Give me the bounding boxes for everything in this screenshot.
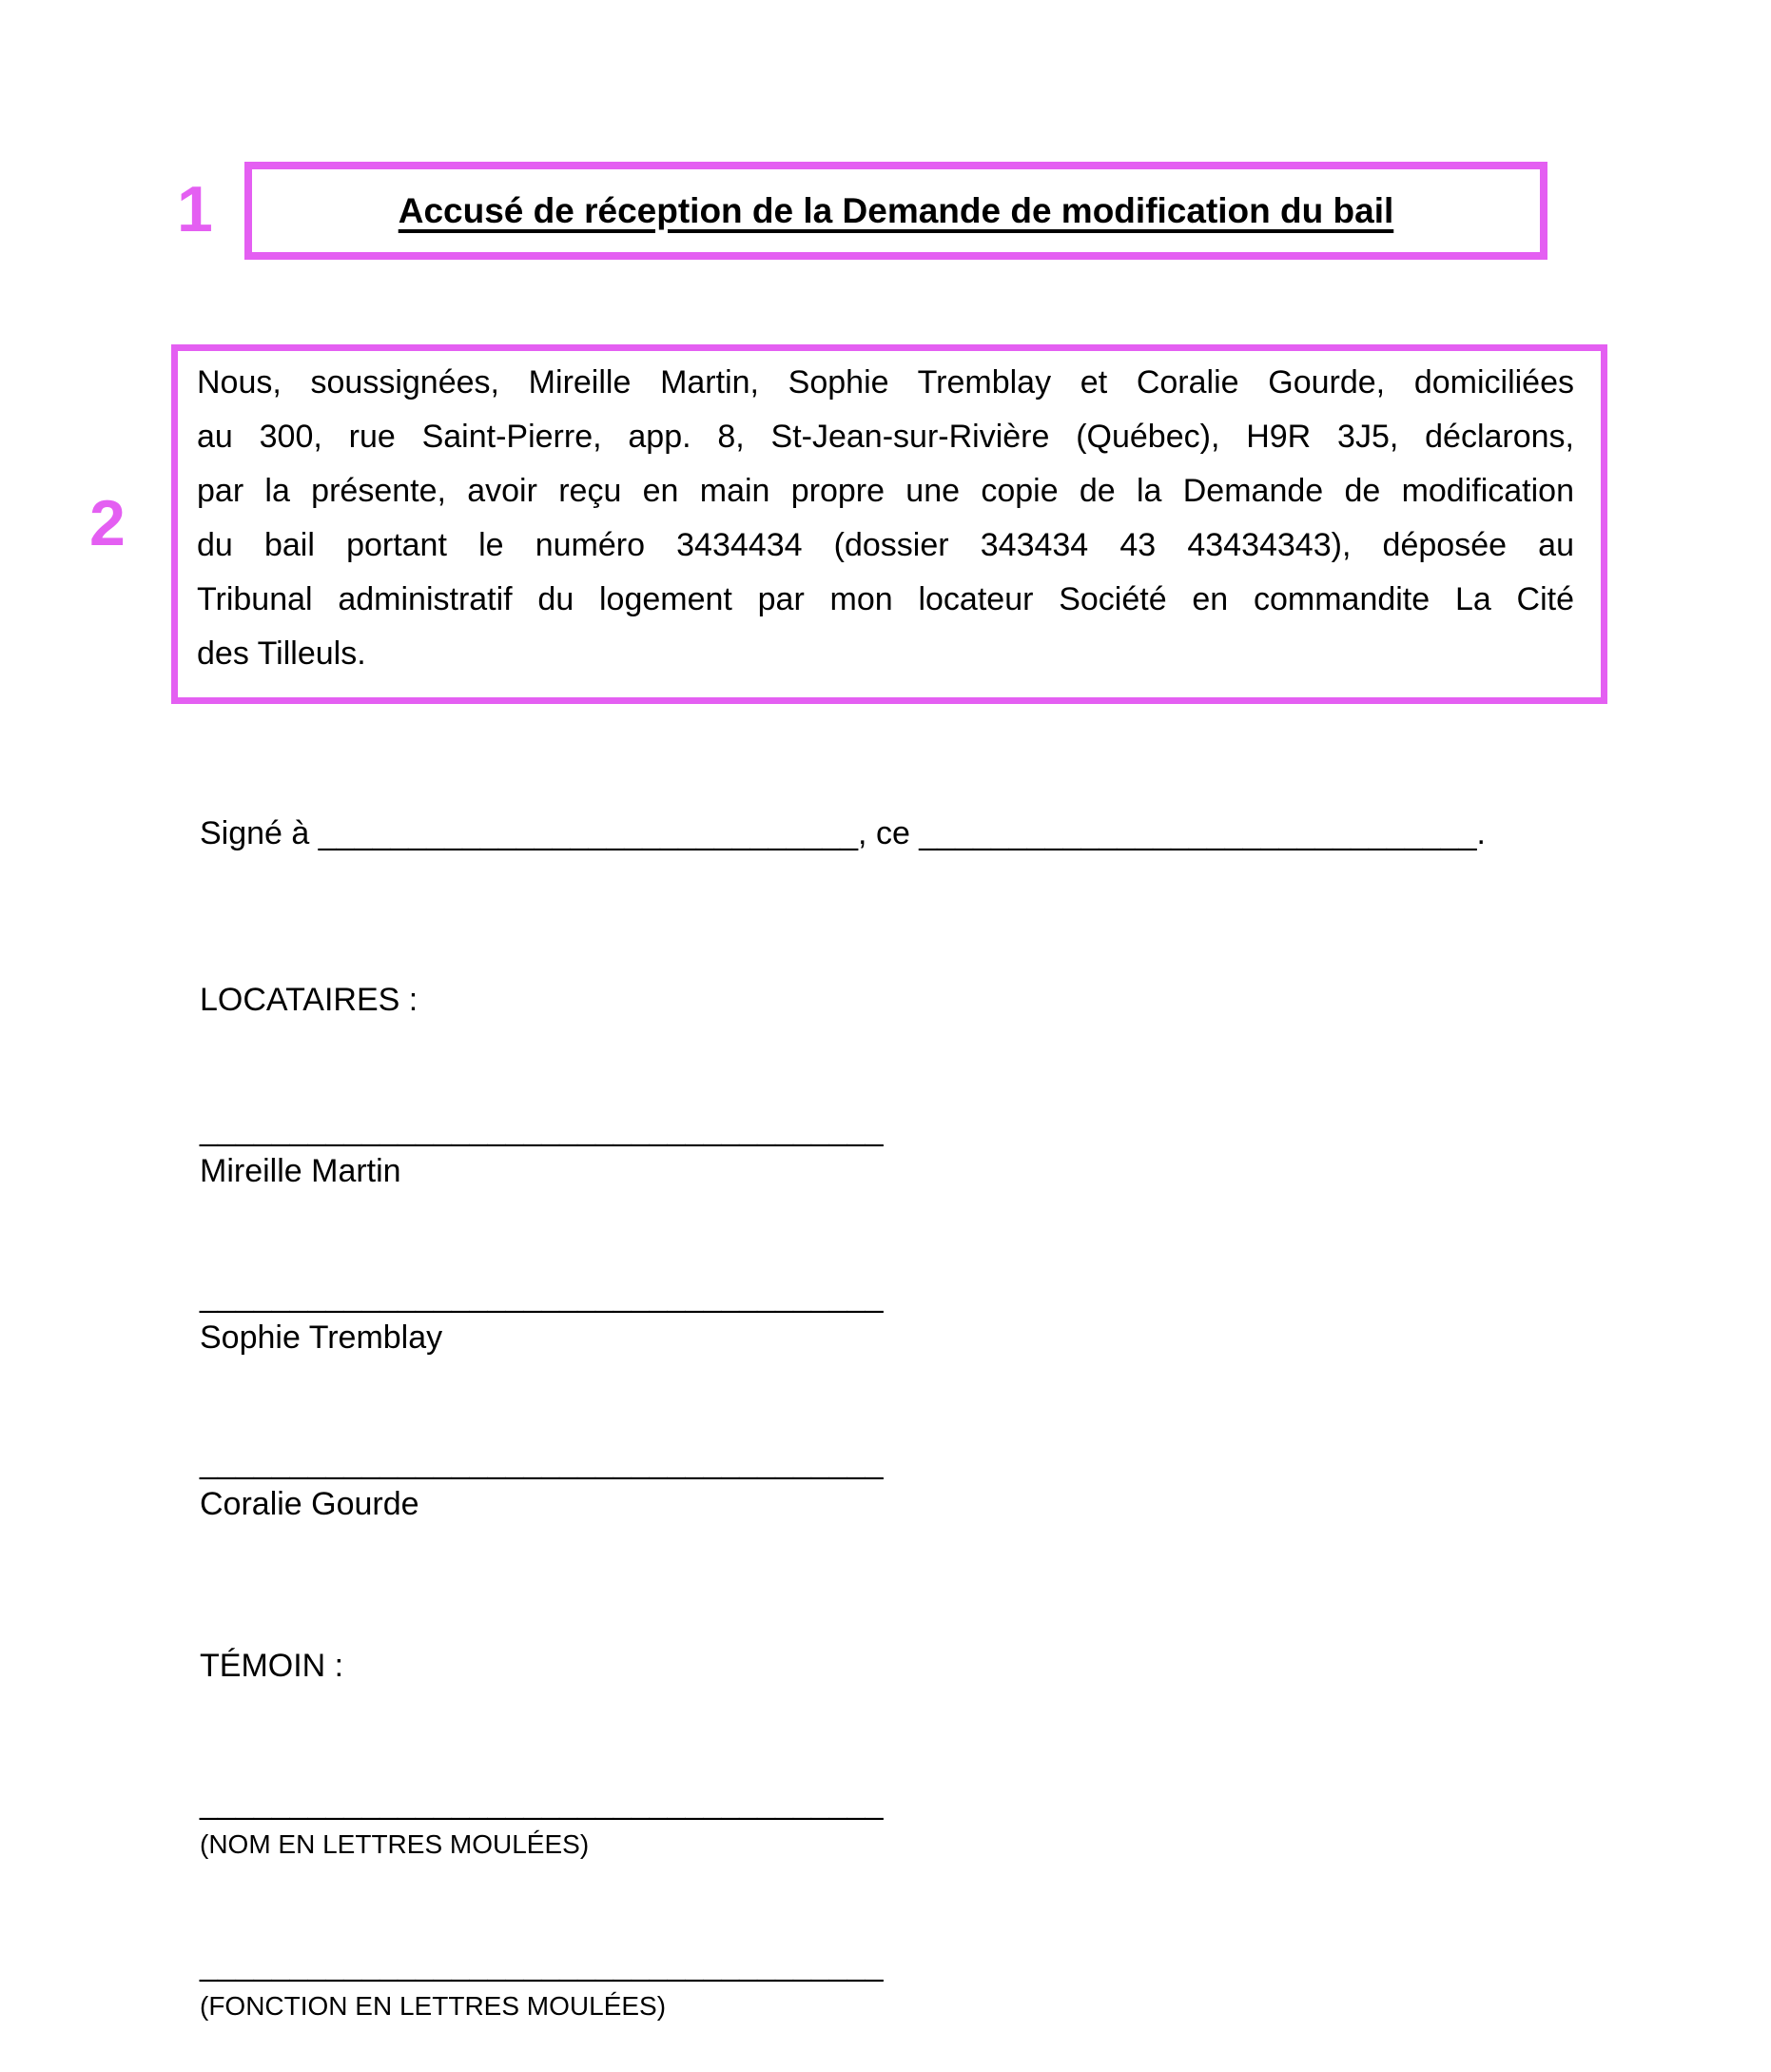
- tenant-signature-block: [200, 1108, 884, 1190]
- declaration-line: des Tilleuls.: [197, 635, 366, 672]
- title-field-box[interactable]: [244, 162, 1547, 260]
- witness-function-block: [200, 1944, 884, 2023]
- sentence-period: .: [1476, 815, 1486, 851]
- declaration-line: par la présente, avoir reçu en main propre une copie de la Demande de modification: [197, 473, 1574, 509]
- annotation-marker-1: 1: [177, 173, 213, 245]
- witness-function-label: (FONCTION EN LETTRES MOULÉES): [200, 1991, 667, 2021]
- place-blank: ______________________________: [318, 815, 859, 851]
- annotation-marker-2: 2: [89, 487, 126, 559]
- witness-function-line: ______________________________________: [200, 1946, 884, 1983]
- declaration-line: du bail portant le numéro 3434434 (dossier 343434 43 43434343), déposée au: [197, 527, 1574, 563]
- page-title: Accusé de réception de la Demande de modification du bail: [398, 190, 1394, 230]
- tenants-heading: LOCATAIRES :: [200, 982, 418, 1018]
- tenant-signature-block: [200, 1441, 884, 1523]
- tenant-name: Sophie Tremblay: [200, 1319, 443, 1356]
- tenant-signature-line: ______________________________________: [200, 1111, 884, 1147]
- tenant-signature-line: ______________________________________: [200, 1444, 884, 1480]
- declaration-line: Nous, soussignées, Mireille Martin, Sophie Tremblay et Coralie Gourde, domiciliées: [197, 364, 1574, 401]
- witness-heading: TÉMOIN :: [200, 1648, 344, 1684]
- tenant-name: Coralie Gourde: [200, 1486, 419, 1522]
- declaration-field-box[interactable]: [171, 344, 1607, 704]
- date-separator: , ce: [858, 815, 920, 851]
- signed-at-prefix: Signé à: [200, 815, 319, 851]
- tenant-name: Mireille Martin: [200, 1153, 401, 1189]
- tenant-signature-block: [200, 1275, 884, 1357]
- witness-signature-line: ______________________________________: [200, 1785, 884, 1821]
- witness-name-block: [200, 1782, 884, 1862]
- declaration-line: au 300, rue Saint-Pierre, app. 8, St-Jean-sur-Rivière (Québec), H9R 3J5, déclarons,: [197, 419, 1574, 455]
- witness-name-label: (NOM EN LETTRES MOULÉES): [200, 1829, 590, 1859]
- date-blank: _______________________________: [919, 815, 1477, 851]
- declaration-line: Tribunal administratif du logement par mon locateur Société en commandite La Cité: [197, 581, 1574, 617]
- tenant-signature-line: ______________________________________: [200, 1278, 884, 1314]
- signed-at-line: [200, 814, 1486, 852]
